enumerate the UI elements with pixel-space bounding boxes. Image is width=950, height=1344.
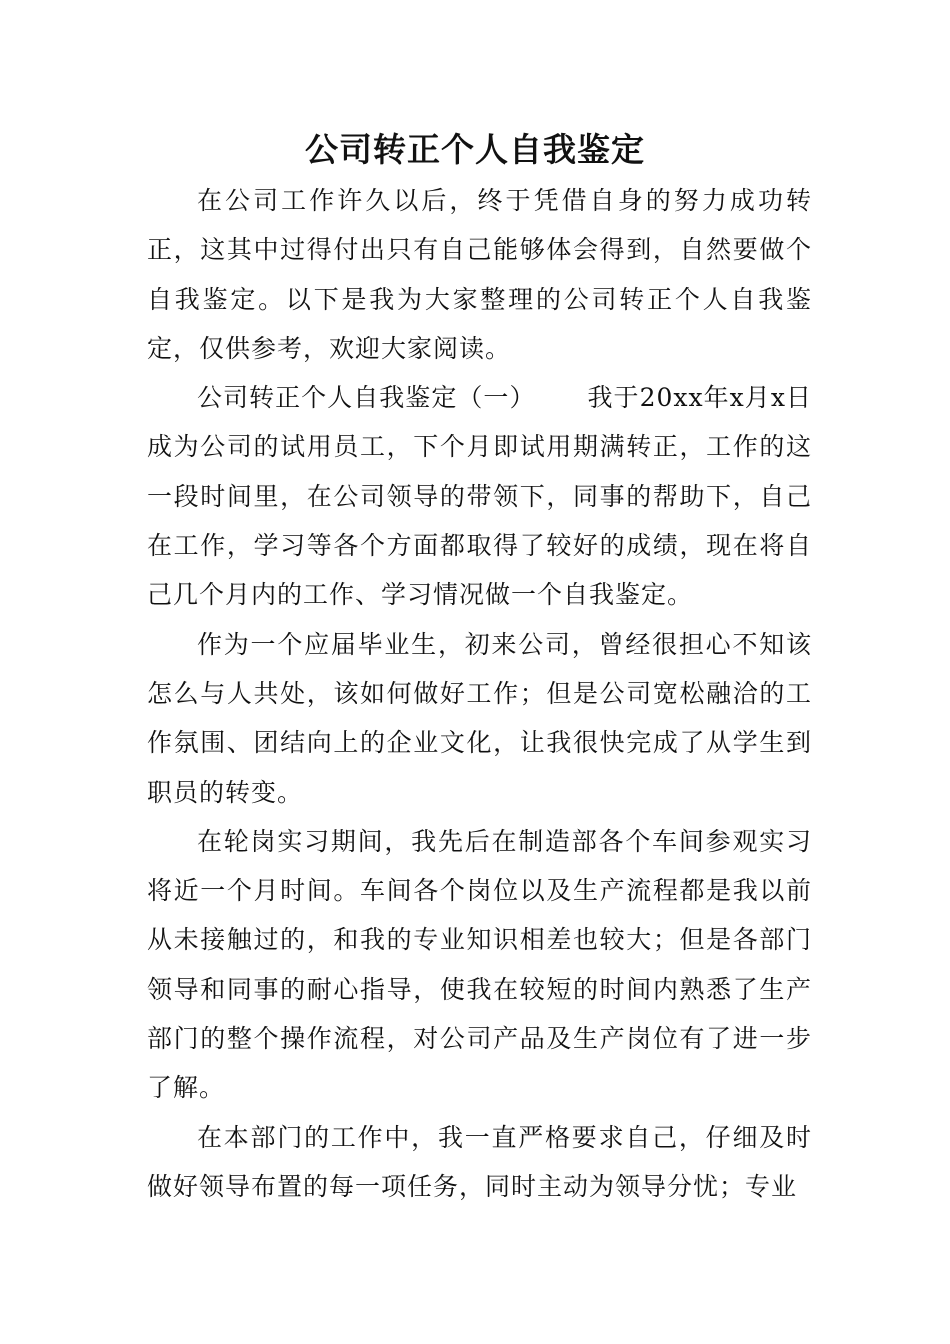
section-one-heading: 公司转正个人自我鉴定（一） (197, 383, 536, 413)
document-body (147, 176, 812, 1211)
section-one-text: 我于20xx年x月x日成为公司的试用员工，下个月即试用期满转正，工作的这一段时间里，在公司领导的带领下，同事的帮助下，自己在工作，学习等各个方面都取得了较好的成绩，现在将自己几个月内的工作、学习情况做一个自我鉴定。 (147, 383, 812, 610)
body-paragraph-rotation: 在轮岗实习期间，我先后在制造部各个车间参观实习将近一个月时间。车间各个岗位以及生产流程都是我以前从未接触过的，和我的专业知识相差也较大；但是各部门领导和同事的耐心指导，使我在较短的时间内熟悉了生产部门的整个操作流程，对公司产品及生产岗位有了进一步了解。 (147, 826, 812, 1103)
body-paragraph-graduate: 作为一个应届毕业生，初来公司，曾经很担心不知该怎么与人共处，该如何做好工作；但是公司宽松融洽的工作氛围、团结向上的企业文化，让我很快完成了从学生到职员的转变。 (147, 629, 812, 807)
body-paragraph-department: 在本部门的工作中，我一直严格要求自己，仔细及时做好领导布置的每一项任务，同时主动为领导分忧；专业 (147, 1122, 812, 1201)
document-title: 公司转正个人自我鉴定 (305, 130, 645, 169)
intro-paragraph: 在公司工作许久以后，终于凭借自身的努力成功转正，这其中过得付出只有自己能够体会得到，自然要做个自我鉴定。以下是我为大家整理的公司转正个人自我鉴定，仅供参考，欢迎大家阅读。 (147, 186, 812, 363)
section-one-paragraph (147, 373, 812, 619)
